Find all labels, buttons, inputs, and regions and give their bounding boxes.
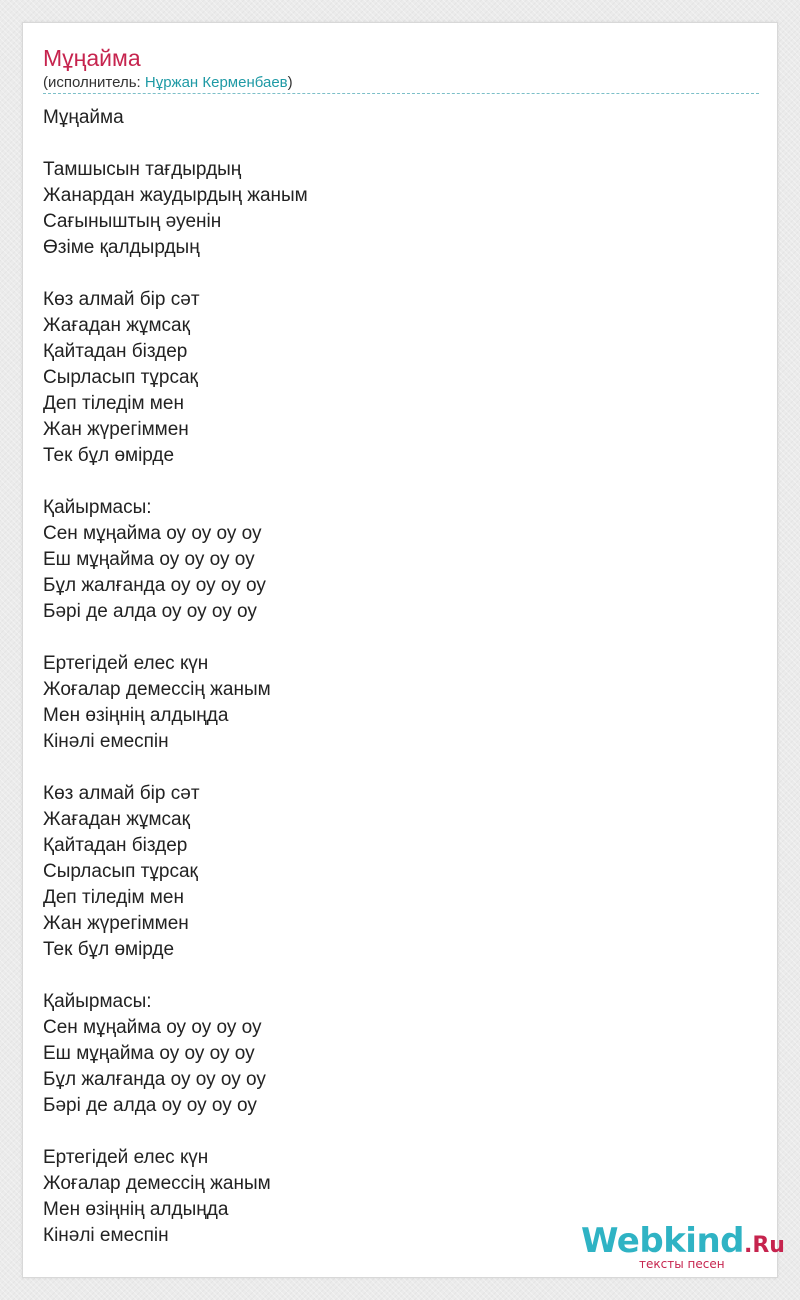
webkind-logo[interactable]	[581, 1221, 785, 1273]
lyric-line: Кінәлі емеспін	[43, 731, 169, 752]
lyric-line: Ертегідей елес күн	[43, 653, 209, 674]
lyric-line: Деп тіледім мен	[43, 887, 184, 908]
lyric-line: Мен өзіңнің алдыңда	[43, 1199, 229, 1220]
lyric-line: Сен мұңайма оу оу оу оу	[43, 523, 262, 544]
artist-suffix: )	[287, 74, 293, 91]
lyric-line: Бәрі де алда оу оу оу оу	[43, 1095, 257, 1116]
lyric-line: Сағыныштың әуенін	[43, 211, 222, 232]
stanza-gap	[43, 1119, 743, 1145]
lyric-line: Тек бұл өмірде	[43, 445, 175, 466]
artist-link[interactable]: Нұржан Керменбаев	[144, 74, 288, 91]
logo-tagline: тексты песен	[639, 1257, 725, 1271]
lyric-line: Мұңайма	[43, 107, 124, 128]
lyric-line: Тек бұл өмірде	[43, 939, 175, 960]
lyric-line: Кінәлі емеспін	[43, 1225, 169, 1246]
lyrics-text	[43, 105, 743, 1249]
lyric-line: Жағадан жұмсақ	[43, 809, 190, 830]
song-title: Мұңайма	[43, 45, 141, 71]
stanza-gap	[43, 131, 743, 157]
lyric-line: Көз алмай бір сәт	[43, 289, 200, 310]
stanza-gap	[43, 261, 743, 287]
logo-tld-text: .Ru	[744, 1233, 785, 1258]
lyric-line: Қайырмасы:	[43, 497, 152, 518]
lyric-line: Ертегідей елес күн	[43, 1147, 209, 1168]
lyric-line: Қайтадан біздер	[43, 341, 188, 362]
lyric-line: Жағадан жұмсақ	[43, 315, 190, 336]
lyric-line: Бәрі де алда оу оу оу оу	[43, 601, 257, 622]
lyric-line: Бұл жалғанда оу оу оу оу	[43, 1069, 266, 1090]
lyric-line: Жан жүрегіммен	[43, 419, 189, 440]
lyric-line: Жоғалар демессің жаным	[43, 1173, 271, 1194]
lyric-line: Өзіме қалдырдың	[43, 237, 200, 258]
lyric-line: Қайтадан біздер	[43, 835, 188, 856]
title-divider	[43, 93, 759, 94]
lyric-line: Жан жүрегіммен	[43, 913, 189, 934]
stanza-gap	[43, 963, 743, 989]
lyric-line: Көз алмай бір сәт	[43, 783, 200, 804]
lyric-line: Еш мұңайма оу оу оу оу	[43, 1043, 255, 1064]
lyric-line: Сырласып тұрсақ	[43, 861, 198, 882]
lyric-line: Жанардан жаудырдың жаным	[43, 185, 308, 206]
lyric-line: Деп тіледім мен	[43, 393, 184, 414]
stanza-gap	[43, 755, 743, 781]
artist-prefix: (исполнитель:	[43, 74, 145, 91]
lyric-line: Еш мұңайма оу оу оу оу	[43, 549, 255, 570]
stanza-gap	[43, 469, 743, 495]
lyric-line: Тамшысын тағдырдың	[43, 159, 242, 180]
lyric-line: Мен өзіңнің алдыңда	[43, 705, 229, 726]
lyric-line: Бұл жалғанда оу оу оу оу	[43, 575, 266, 596]
lyric-line: Сырласып тұрсақ	[43, 367, 198, 388]
logo-main-text: Webkind	[581, 1221, 744, 1261]
lyric-line: Жоғалар демессің жаным	[43, 679, 271, 700]
stanza-gap	[43, 625, 743, 651]
lyric-line: Сен мұңайма оу оу оу оу	[43, 1017, 262, 1038]
artist-line	[43, 73, 293, 93]
lyric-line: Қайырмасы:	[43, 991, 152, 1012]
lyrics-card	[22, 22, 785, 1278]
